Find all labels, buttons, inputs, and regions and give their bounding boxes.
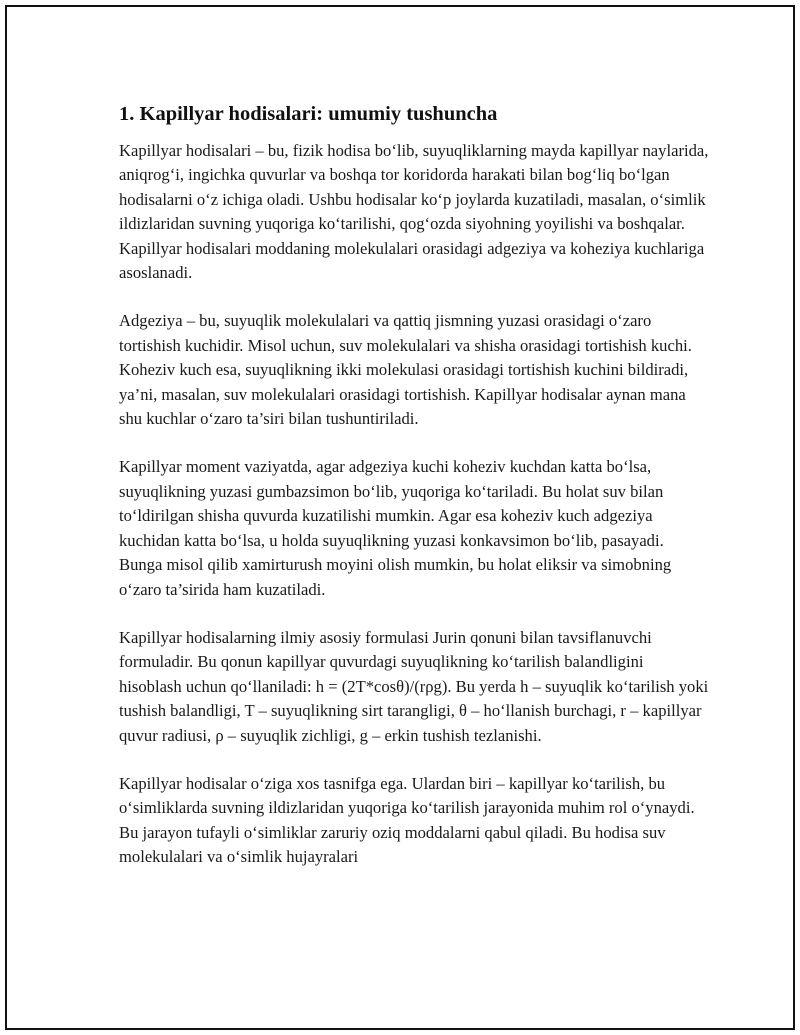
document-body — [119, 99, 709, 894]
paragraph-capillary-intro: Kapillyar hodisalari – bu, fizik hodisa bo‘lib, suyuqliklarning mayda kapillyar naylarida, aniqrog‘i, ingichka quvurlar va boshqa tor koridorda harakati bilan bog‘liq bo‘lgan hodisalarni o‘z ichiga oladi. Ushbu hodisalar ko‘p joylarda kuzatiladi, masalan, o‘simlik ildizlaridan suvning yuqoriga ko‘tarilishi, qog‘ozda siyohning yoyilishi va boshqalar. Kapillyar hodisalari moddaning molekulalari orasidagi adgeziya va koheziya kuchlariga asoslanadi. — [119, 141, 709, 283]
paragraph-jurin-law: Kapillyar hodisalarning ilmiy asosiy formulasi Jurin qonuni bilan tavsiflanuvchi formuladir. Bu qonun kapillyar quvurdagi suyuqlikning ko‘tarilish balandligini hisoblash uchun qo‘llaniladi: h = (2T*cosθ)/(rρg). Bu yerda h – suyuqlik ko‘tarilish yoki tushish balandligi, T – suyuqlikning sirt tarangligi, θ – ho‘llanish burchagi, r – kapillyar quvur radiusi, ρ – suyuqlik zichligi, g – erkin tushish tezlanishi. — [119, 627, 709, 745]
paragraph-classification: Kapillyar hodisalar o‘ziga xos tasnifga ega. Ulardan biri – kapillyar ko‘tarilish, bu o‘simliklarda suvning ildizlaridan yuqoriga ko‘tarilish jarayonida muhim rol o‘ynaydi. Bu jarayon tufayli o‘simliklar zaruriy oziq moddalarni qabul qiladi. Bu hodisa suv molekulalari va o‘simlik hujayralari — [119, 773, 695, 867]
paragraph-adhesion-cohesion: Adgeziya – bu, suyuqlik molekulalari va qattiq jismning yuzasi orasidagi o‘zaro tortishish kuchidir. Misol uchun, suv molekulalari va shisha orasidagi tortishish kuchi. Koheziv kuch esa, suyuqlikning ikki molekulasi orasidagi tortishish kuchini bildiradi, ya’ni, masalan, suv molekulalari orasidagi tortishish. Kapillyar hodisalar aynan mana shu kuchlar o‘zaro ta’siri bilan tushuntiriladi. — [119, 311, 692, 429]
paragraph-meniscus: Kapillyar moment vaziyatda, agar adgeziya kuchi koheziv kuchdan katta bo‘lsa, suyuqlikning yuzasi gumbazsimon bo‘lib, yuqoriga ko‘tariladi. Bu holat suv bilan to‘ldirilgan shisha quvurda kuzatilishi mumkin. Agar esa koheziv kuch adgeziya kuchidan katta bo‘lsa, u holda suyuqlikning yuzasi konkavsimon bo‘lib, pasayadi. Bunga misol qilib xamirturush moyini olish mumkin, bu holat eliksir va simobning o‘zaro ta’sirida ham kuzatiladi. — [119, 457, 672, 599]
document-page — [5, 5, 795, 1030]
section-heading: 1. Kapillyar hodisalari: umumiy tushuncha — [119, 103, 498, 125]
